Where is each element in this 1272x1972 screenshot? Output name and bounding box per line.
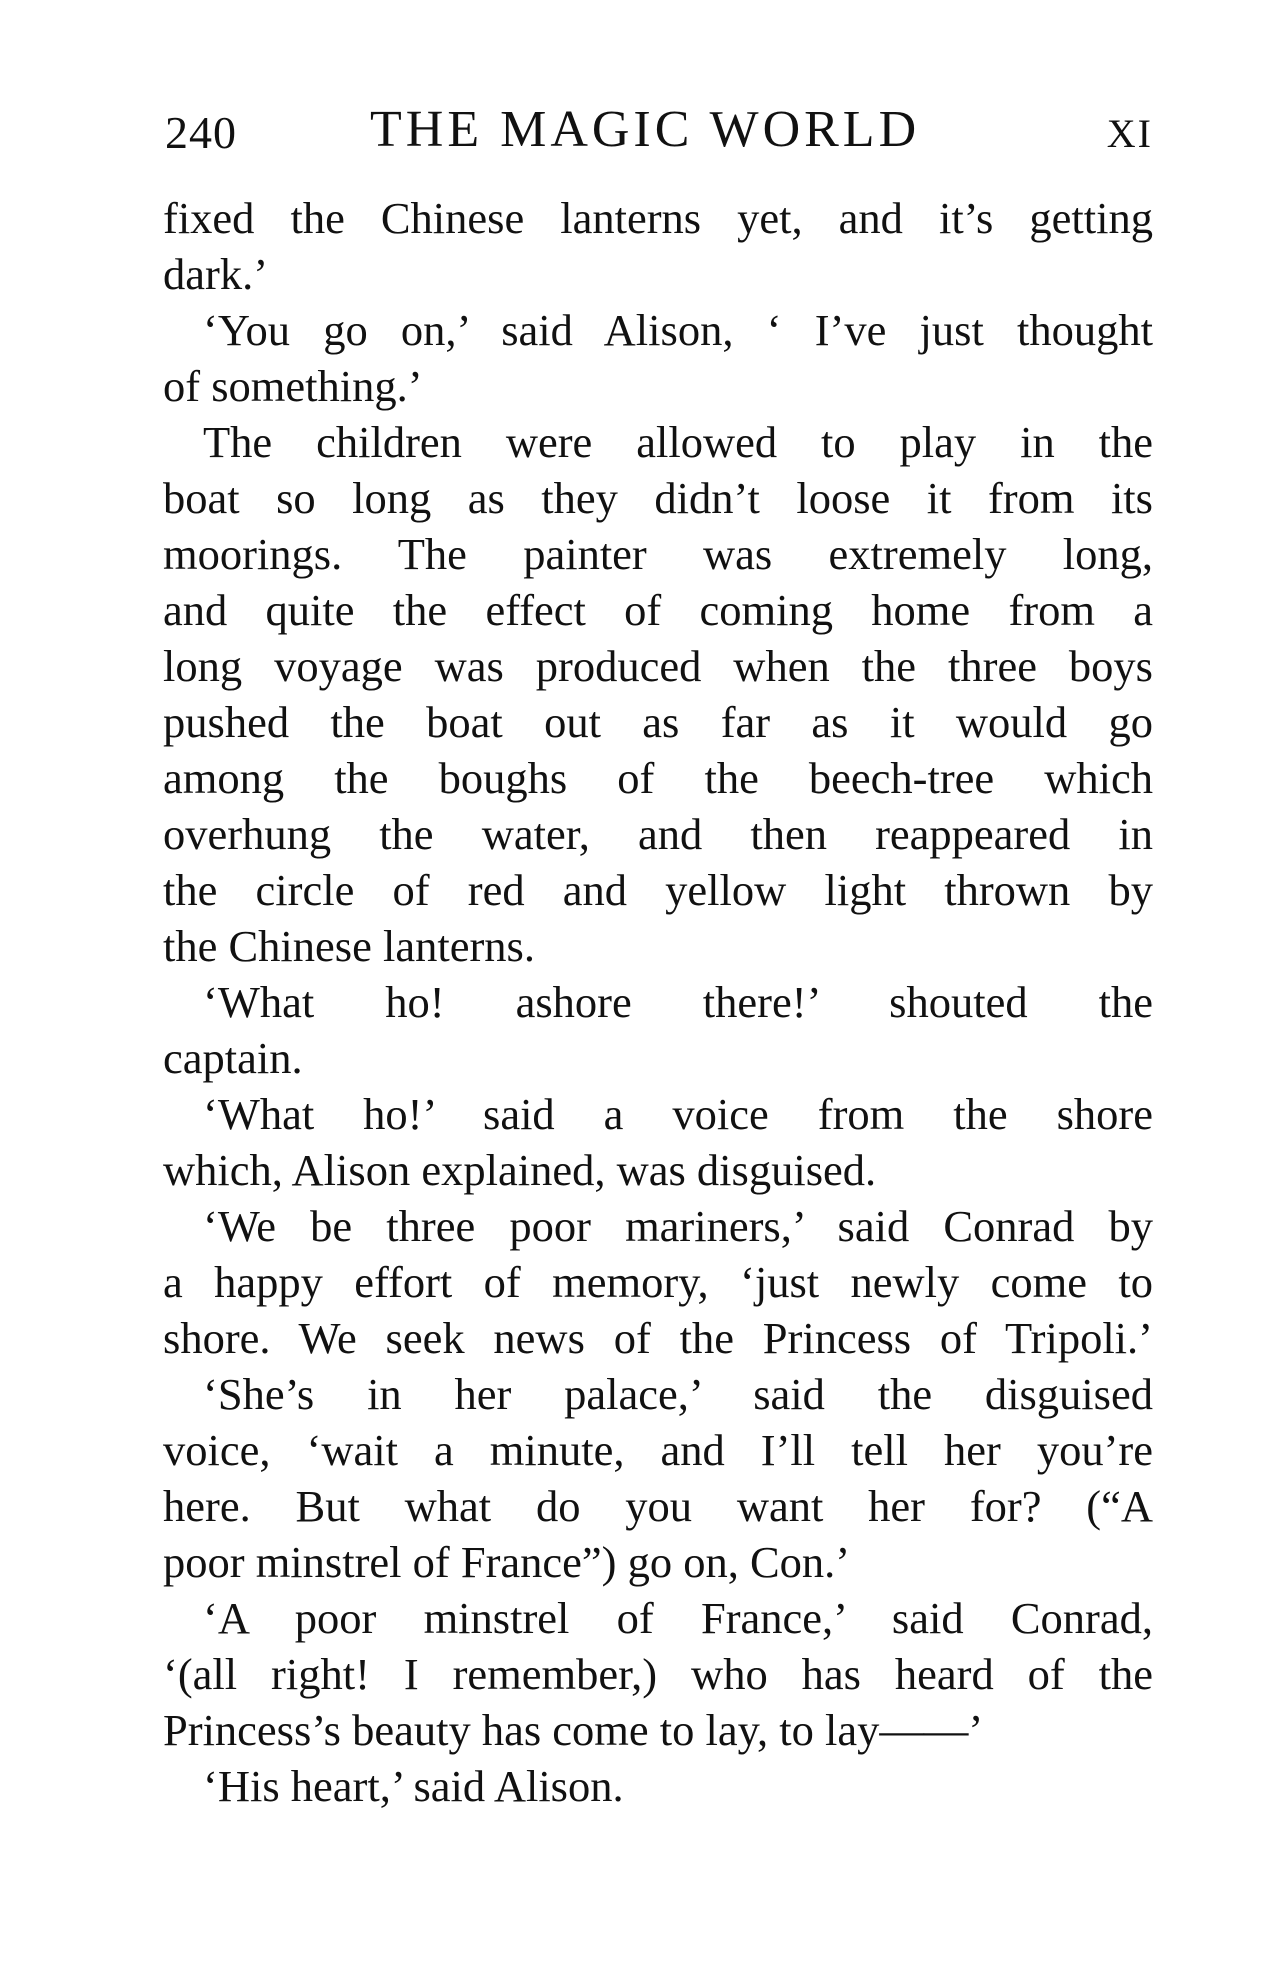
- text-line: the circle of red and yellow light thrown by: [163, 865, 1153, 915]
- text-line: which, Alison explained, was disguised.: [163, 1145, 877, 1195]
- text-line: dark.’: [163, 249, 269, 299]
- text-line: voice, ‘wait a minute, and I’ll tell her you’re: [163, 1425, 1153, 1475]
- text-line: a happy effort of memory, ‘just newly come to: [163, 1257, 1153, 1307]
- text-line: Princess’s beauty has come to lay, to lay——’: [163, 1705, 984, 1755]
- text-line: captain.: [163, 1033, 303, 1083]
- text-line: of something.’: [163, 361, 423, 411]
- text-line: ‘What ho! ashore there!’ shouted the: [203, 977, 1153, 1027]
- chapter-number: XI: [1106, 111, 1153, 156]
- text-line: ‘We be three poor mariners,’ said Conrad by: [203, 1201, 1153, 1251]
- text-line: shore. We seek news of the Princess of Tripoli.’: [163, 1313, 1153, 1363]
- page-header: [165, 100, 1155, 170]
- text-line: poor minstrel of France”) go on, Con.’: [163, 1537, 851, 1587]
- text-line: overhung the water, and then reappeared in: [163, 809, 1153, 859]
- text-line: here. But what do you want her for? (“A: [163, 1481, 1153, 1531]
- text-line: boat so long as they didn’t loose it from its: [163, 473, 1153, 523]
- text-line: ‘She’s in her palace,’ said the disguised: [203, 1369, 1153, 1419]
- text-line: fixed the Chinese lanterns yet, and it’s getting: [163, 193, 1153, 243]
- body-text: [163, 190, 1153, 1814]
- text-line: pushed the boat out as far as it would go: [163, 697, 1153, 747]
- text-line: ‘A poor minstrel of France,’ said Conrad,: [203, 1593, 1153, 1643]
- text-line: The children were allowed to play in the: [203, 417, 1153, 467]
- text-line: and quite the effect of coming home from a: [163, 585, 1153, 635]
- text-line: long voyage was produced when the three boys: [163, 641, 1153, 691]
- text-line: ‘His heart,’ said Alison.: [203, 1761, 624, 1811]
- text-line: ‘You go on,’ said Alison, ‘ I’ve just thought: [203, 305, 1153, 355]
- text-line: moorings. The painter was extremely long,: [163, 529, 1153, 579]
- text-line: ‘(all right! I remember,) who has heard of the: [163, 1649, 1153, 1699]
- text-line: the Chinese lanterns.: [163, 921, 535, 971]
- running-title: THE MAGIC WORLD: [370, 101, 921, 158]
- text-line: among the boughs of the beech-tree which: [163, 753, 1153, 803]
- page-number: 240: [165, 107, 237, 158]
- text-line: ‘What ho!’ said a voice from the shore: [203, 1089, 1153, 1139]
